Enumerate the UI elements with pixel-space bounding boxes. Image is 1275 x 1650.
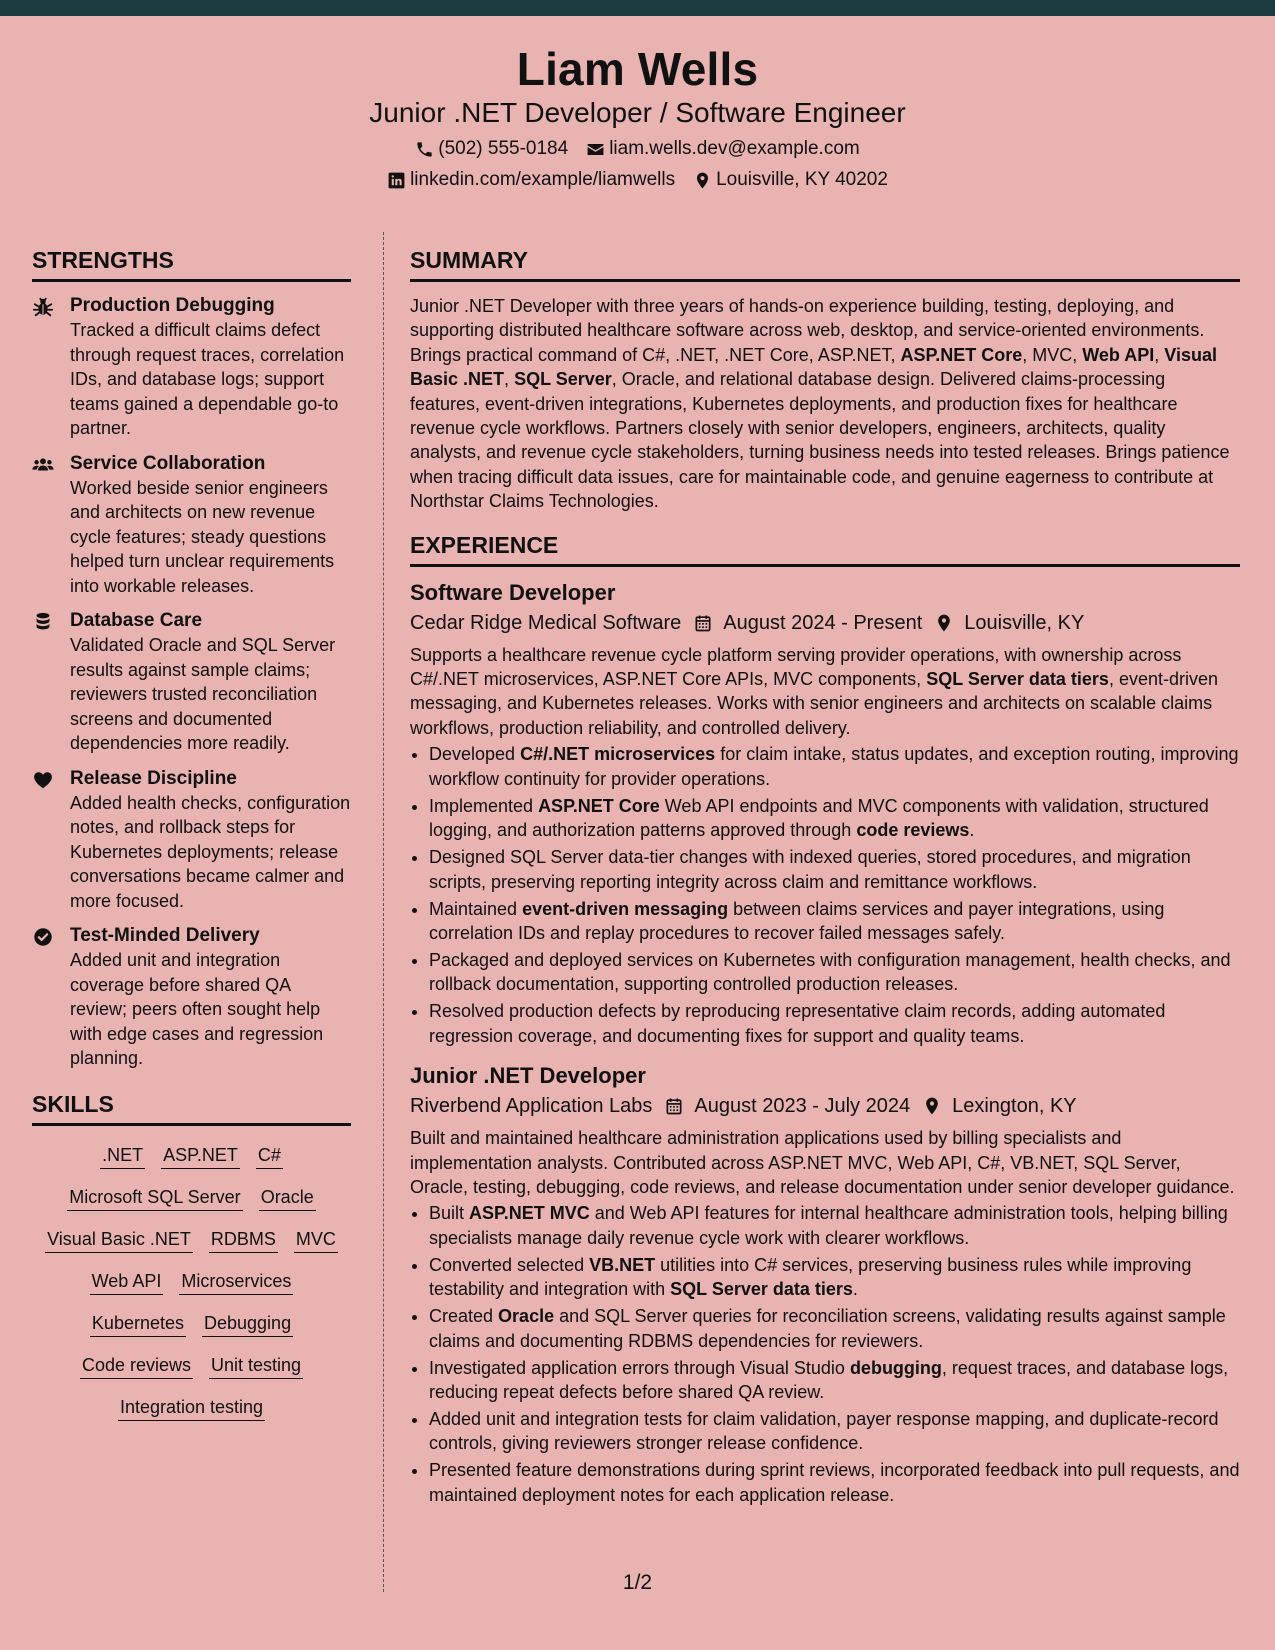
skill-tag: .NET	[100, 1142, 145, 1169]
company-name: Cedar Ridge Medical Software	[410, 611, 682, 634]
bullet-item: • Maintained event-driven messaging between claims services and payer integrations, using correlation IDs and replay procedures to recover failed messages safely.	[429, 897, 1240, 946]
map-pin-icon	[922, 1096, 942, 1116]
strength-item	[32, 767, 351, 914]
bullet-item: • Developed C#/.NET microservices for claim intake, status updates, and exception routing, improving workflow continuity for provider operations.	[429, 742, 1240, 791]
contact-row-1	[0, 137, 1275, 161]
email-contact	[586, 137, 860, 161]
strength-title: Service Collaboration	[70, 452, 266, 474]
summary-heading: SUMMARY	[410, 245, 1240, 282]
skill-tag: Oracle	[259, 1184, 316, 1211]
strength-title: Production Debugging	[70, 295, 275, 316]
column-divider	[383, 232, 384, 1592]
skill-tag: C#	[256, 1142, 283, 1169]
candidate-name: Liam Wells	[516, 43, 759, 95]
job-description: Supports a healthcare revenue cycle platform serving provider operations, with ownership across C#/.NET microservices, ASP.NET Core APIs, MVC components, SQL Server data tiers, event-driven messaging, and Kubernetes releases. Works with senior engineers and architects on scalable claims workflows, production reliability, and controlled delivery.	[410, 644, 1219, 738]
summary-text: Junior .NET Developer with three years of hands-on experience building, testing, deploying, and supporting distributed healthcare software across web, desktop, and service-oriented environments. Brings practical command of C#, .NET, .NET Core, ASP.NET, ASP.NET Core, MVC, Web API, Visual Basic .NET, SQL Server, Oracle, and relational database design. Delivered claims-processing features, event-driven integrations, Kubernetes deployments, and production fixes for healthcare revenue cycle workflows. Partners closely with senior developers, engineers, architects, quality analysts, and revenue cycle stakeholders, turning business needs into tested releases. Brings patience when tracing difficult data issues, care for maintainable code, and genuine eagerness to contribute at Northstar Claims Technologies.	[410, 296, 1230, 512]
bullet-item: • Resolved production defects by reproducing representative claim records, adding automated regression coverage, and documenting fixes for support and quality teams.	[429, 999, 1240, 1048]
skill-tag: Microsoft SQL Server	[67, 1184, 242, 1211]
check-circle-icon	[32, 926, 70, 948]
skills-heading: SKILLS	[32, 1089, 351, 1126]
bullet-item: • Converted selected VB.NET utilities into C# services, preserving business rules while improving testability and integration with SQL Server data tiers.	[429, 1253, 1240, 1302]
job-meta	[410, 1092, 1240, 1120]
job-location: Lexington, KY	[952, 1095, 1077, 1118]
bullet-item: • Implemented ASP.NET Core Web API endpoints and MVC components with validation, structured logging, and authorization patterns approved through code reviews.	[429, 794, 1240, 843]
job-bullets	[410, 742, 1240, 1048]
job-location: Louisville, KY	[964, 611, 1085, 634]
skill-tag: Unit testing	[209, 1352, 303, 1379]
strength-item	[32, 924, 351, 1071]
heart-icon	[32, 769, 70, 791]
location-text: Louisville, KY 40202	[716, 169, 888, 190]
job-title: Software Developer	[410, 579, 616, 605]
skill-tag: MVC	[294, 1226, 338, 1253]
phone-icon	[415, 140, 434, 159]
job-entry	[410, 579, 1240, 1048]
users-icon	[32, 454, 70, 476]
strength-title: Release Discipline	[70, 767, 237, 789]
strength-item	[32, 452, 351, 599]
location-contact	[693, 168, 888, 192]
bullet-item: • Added unit and integration tests for claim validation, payer response mapping, and duplicate-record controls, giving reviewers stronger release confidence.	[429, 1407, 1240, 1456]
job-bullets	[410, 1201, 1240, 1507]
job-dates: August 2024 - Present	[723, 611, 923, 634]
page-number: 1/2	[622, 1571, 653, 1594]
candidate-title: Junior .NET Developer / Software Engineer	[369, 97, 906, 128]
bug-icon	[32, 296, 70, 318]
email-text[interactable]: liam.wells.dev@example.com	[609, 138, 860, 159]
skill-tag: ASP.NET	[161, 1142, 240, 1169]
bullet-item: • Presented feature demonstrations during sprint reviews, incorporated feedback into pull requests, and maintained deployment notes for each application release.	[429, 1458, 1240, 1507]
bullet-item: • Created Oracle and SQL Server queries for reconciliation screens, validating results against sample claims and documenting RDBMS dependencies for reviewers.	[429, 1304, 1240, 1353]
strength-desc: Validated Oracle and SQL Server results against sample claims; reviewers trusted reconciliation screens and documented dependencies more readily.	[70, 635, 336, 753]
job-title: Junior .NET Developer	[410, 1063, 646, 1089]
skill-tag: Code reviews	[80, 1352, 193, 1379]
job-entry	[410, 1062, 1240, 1507]
phone-contact	[415, 137, 568, 161]
linkedin-contact	[387, 168, 675, 192]
skill-tag: Microservices	[179, 1268, 293, 1295]
strengths-heading: STRENGTHS	[32, 245, 351, 282]
bullet-item: • Packaged and deployed services on Kubernetes with configuration management, health checks, and rollback documentation, supporting controlled production releases.	[429, 948, 1240, 997]
strength-item	[32, 294, 351, 441]
database-icon	[32, 611, 70, 633]
skill-tag: Visual Basic .NET	[45, 1226, 193, 1253]
map-pin-icon	[693, 171, 712, 190]
map-pin-icon	[934, 613, 954, 633]
contact-row-2	[0, 168, 1275, 192]
linkedin-text[interactable]: linkedin.com/example/liamwells	[410, 169, 676, 190]
experience-heading: EXPERIENCE	[410, 530, 1240, 567]
skill-tag: Kubernetes	[90, 1310, 186, 1337]
linkedin-icon	[387, 171, 406, 190]
phone-text[interactable]: (502) 555-0184	[438, 138, 569, 159]
envelope-icon	[586, 140, 605, 159]
skills-list	[32, 1138, 351, 1421]
resume-header	[0, 16, 1275, 204]
strength-title: Test-Minded Delivery	[70, 925, 260, 946]
strength-desc: Tracked a difficult claims defect through request traces, correlation IDs, and database logs; support teams gained a dependable go-to partner.	[70, 320, 345, 438]
strength-desc: Added unit and integration coverage before shared QA review; peers often sought help with edge cases and regression planning.	[70, 950, 324, 1068]
calendar-icon	[664, 1096, 684, 1116]
strength-desc: Worked beside senior engineers and architects on new revenue cycle features; steady questions helped turn unclear requirements into workable releases.	[70, 477, 335, 596]
strength-item	[32, 609, 351, 756]
strength-desc: Added health checks, configuration notes, and rollback steps for Kubernetes deployments; release conversations became calmer and more focused.	[70, 792, 351, 911]
strength-title: Database Care	[70, 610, 203, 631]
right-column	[410, 245, 1240, 1521]
job-description: Built and maintained healthcare administration applications used by billing specialists and implementation analysts. Contributed across ASP.NET MVC, Web API, C#, VB.NET, SQL Server, Oracle, testing, debugging, code reviews, and release documentation under senior developer guidance.	[410, 1128, 1235, 1197]
skill-tag: Debugging	[202, 1310, 293, 1337]
bullet-item: • Designed SQL Server data-tier changes with indexed queries, stored procedures, and migration scripts, preserving reporting integrity across claim and remittance workflows.	[429, 845, 1240, 894]
skill-tag: Integration testing	[118, 1394, 265, 1421]
left-column	[32, 245, 351, 1421]
skills-section	[32, 1089, 351, 1421]
calendar-icon	[693, 613, 713, 633]
company-name: Riverbend Application Labs	[410, 1095, 653, 1118]
job-dates: August 2023 - July 2024	[694, 1095, 911, 1118]
job-meta	[410, 609, 1240, 637]
top-accent-bar	[0, 0, 1275, 16]
bullet-item: • Built ASP.NET MVC and Web API features for internal healthcare administration tools, helping billing specialists manage daily revenue cycle work with clearer workflows.	[429, 1201, 1240, 1250]
skill-tag: RDBMS	[209, 1226, 278, 1253]
skill-tag: Web API	[90, 1268, 164, 1295]
bullet-item: • Investigated application errors through Visual Studio debugging, request traces, and database logs, reducing repeat defects before shared QA review.	[429, 1356, 1240, 1405]
